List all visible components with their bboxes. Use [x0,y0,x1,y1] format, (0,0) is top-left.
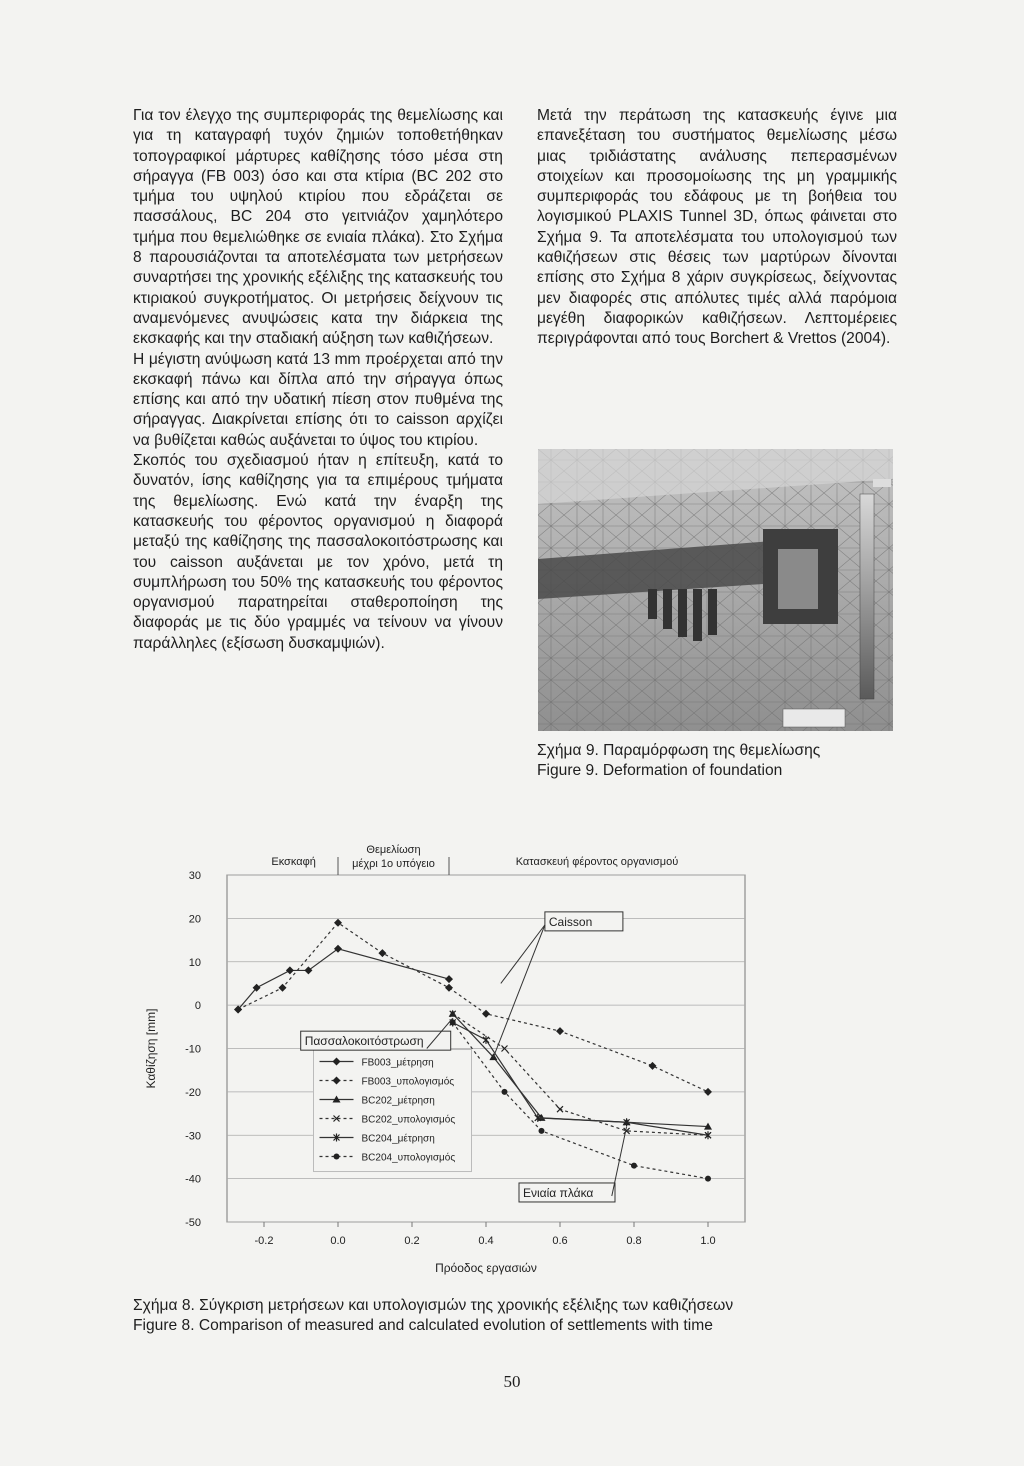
y-tick-label: 20 [188,913,201,926]
x-tick-label: 0.6 [552,1235,568,1247]
x-axis-label: Πρόοδος εργασιών [435,1261,537,1275]
legend-entry: BC202_μέτρηση [361,1095,435,1107]
y-axis-label: Καθίζηση [mm] [144,1008,158,1089]
data-point [631,1163,637,1169]
y-tick-label: -50 [185,1217,201,1229]
paragraph: Σκοπός του σχεδιασμού ήταν η επίτευξη, κατά το δυνατόν, ίσης καθίζησης για τα επιμέρους τμήματα της θεμελίωσης. Ενώ κατά την έναρξη της κατασκευής του φέροντος οργανισμού η διαφορά μεταξύ της καθίζησης της πασσαλοκοιτόστρωσης και του caisson αυξάνεται με τον χρόνο, μετά τη συμπλήρωση του 50% της κατασκευής του φέροντος οργανισμού παρατηρείται σταθεροποίηση της διαφοράς με τις δύο γραμμές να τείνουν να γίνουν παράλληλες (εξίσωση δυσκαμψιών). [133,452,503,652]
caption-greek: Σχήμα 9. Παραμόρφωση της θεμελίωσης [537,742,821,759]
figure-8-chart [140,838,900,1293]
y-tick-label: -30 [185,1130,201,1143]
y-tick-label: -20 [185,1086,201,1099]
caption-english: Figure 9. Deformation of foundation [537,762,783,779]
figure-9-caption [537,741,820,781]
series-line [453,1014,708,1135]
data-point [705,1176,711,1182]
data-point [502,1089,508,1095]
figure-8-caption [133,1296,733,1336]
page-number: 50 [503,1372,521,1391]
data-point [334,919,342,927]
annotation-piled-raft: Πασσαλοκοιτόστρωση [304,1034,424,1049]
series-line [453,1014,708,1127]
data-point [378,949,386,957]
x-tick-label: 0.4 [478,1235,494,1247]
data-point [445,975,453,983]
data-point [557,1106,563,1112]
y-tick-label: 10 [188,956,201,969]
x-tick-label: 0.0 [330,1235,346,1247]
legend-marker [334,1154,340,1160]
leader-line [501,925,545,984]
fem-mesh-image [538,449,893,731]
x-tick-label: -0.2 [254,1235,274,1247]
phase-label-superstructure: Κατασκευή φέροντος οργανισμού [515,856,679,868]
annotation-caisson: Caisson [548,914,593,929]
phase-label-excavation: Εκσκαφή [271,856,316,868]
series-line [238,923,708,1092]
y-tick-label: 0 [194,1000,201,1013]
data-point [482,1010,490,1018]
legend-entry: BC202_υπολογισμός [361,1114,456,1126]
legend-entry: BC204_μέτρηση [361,1133,435,1145]
paragraph: Η μέγιστη ανύψωση κατά 13 mm προέρχεται από την εκσκαφή πάνω και δίπλα από την σήραγγα όπως επίσης και από την υδατική πίεση στον πυθμένα της σήραγγας. Διακρίνεται επίσης ότι το caisson αρχίζει να βυθίζεται καθώς αυξάνεται το ύψος του κτιρίου. [133,350,503,449]
phase-label-foundation: Θεμελίωση [366,844,421,856]
leader-line [612,1127,627,1196]
caption-greek: Σχήμα 8. Σύγκριση μετρήσεων και υπολογισμών της χρονικής εξέλιξης των καθιζήσεων [133,1297,734,1314]
legend-entry: BC204_υπολογισμός [361,1152,456,1164]
x-tick-label: 0.2 [404,1235,420,1247]
paragraph: Για τον έλεγχο της συμπεριφοράς της θεμελίωσης και για τη καταγραφή τυχόν ζημιών τοποθετήθηκαν τοπογραφικοί μάρτυρες καθίζησης τόσο μέσα στη σήραγγα (FB 003) όσο και στα κτίρια (BC 202 στο τμήμα του υψηλού κτιρίου που εδράζεται σε πασσάλους, BC 204 στο γειτνιάζον χαμηλότερο τμήμα που θεμελιώθηκε σε ενιαία πλάκα). Στο Σχήμα 8 παρουσιάζονται τα αποτελέσματα των μετρήσεων συναρτήσει της χρονικής εξέλιξης της κατασκευής του κτιριακού συγκροτήματος. Οι μετρήσεις δείχνουν τις αναμενόμενες ανυψώσεις κατα την διάρκεια της εκσκαφής και την σταδιακή αύξηση των καθιζήσεων. [133,107,503,348]
caption-english: Figure 8. Comparison of measured and calculated evolution of settlements with time [133,1317,713,1334]
data-point [539,1128,545,1134]
data-point [649,1062,657,1070]
data-point [483,1036,489,1044]
series-line [238,949,449,1010]
y-tick-label: 30 [188,870,201,882]
data-point [286,966,294,974]
y-tick-label: -10 [185,1043,201,1056]
x-tick-label: 0.8 [626,1235,642,1247]
legend-entry: FB003_μέτρηση [361,1057,434,1069]
legend-entry: FB003_υπολογισμός [361,1076,455,1088]
data-point [445,984,453,992]
data-point [704,1088,712,1096]
x-tick-label: 1.0 [700,1235,716,1247]
y-tick-label: -40 [185,1173,201,1186]
settlement-chart [140,838,900,1288]
paragraph: Μετά την περάτωση της κατασκευής έγινε μια επανεξέταση του συστήματος θεμελίωσης μέσω μιας τριδιάστατης ανάλυσης πεπερασμένων στοιχείων και προσομοίωσης της μη γραμμικής συμπεριφοράς του εδάφους με τη βοήθεια του λογισμικού PLAXIS Tunnel 3D, όπως φάινεται στο Σχήμα 9. Τα αποτελέσματα του υπολογισμού των καθιζήσεων στις θέσεις των μαρτύρων δίνονται επίσης στο Σχήμα 8 χάριν συγκρίσεως, δείχνοντας μεν διαφορές στις απόλυτες τιμές αλλά παρόμοια μεγέθη διαφορικών καθιζήσεων. Λεπτομέρειες περιγράφονται από τους Borchert & Vrettos (2004). [537,107,897,348]
right-column [537,106,897,350]
series-line [453,1022,708,1135]
annotation-raft: Ενιαία πλάκα [523,1185,594,1200]
phase-label-foundation-sub: μέχρι 1ο υπόγειο [352,858,435,870]
figure-9-fem-model [538,449,893,731]
series-line [453,1022,708,1178]
left-column [133,106,503,654]
data-point [334,945,342,953]
leader-line [493,925,545,1057]
data-point [304,966,312,974]
data-point [556,1027,564,1035]
data-point [279,984,287,992]
